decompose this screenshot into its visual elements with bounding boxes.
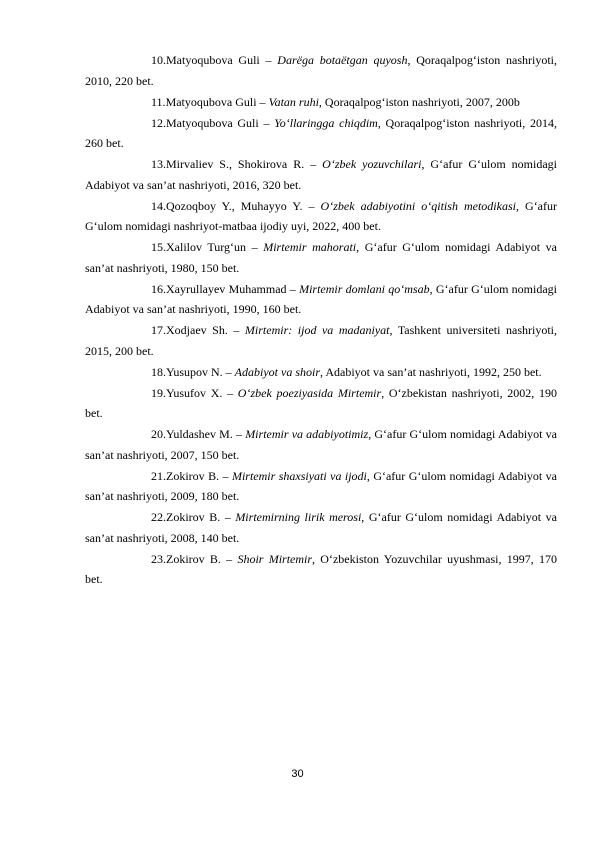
- reference-author: Mirvaliev S., Shokirova R. –: [166, 157, 323, 171]
- reference-publication: , G‘afur G‘ulom nomidagi nashriyot-matbaa ijodiy uyi, 2022, 400 bet.: [85, 198, 558, 233]
- reference-number: 16.: [151, 281, 166, 296]
- reference-author: Matyoqubova Guli –: [166, 53, 278, 67]
- reference-number: 23.: [151, 551, 166, 566]
- reference-author: Yusupov N. –: [166, 364, 235, 379]
- reference-author: Matyoqubova Guli –: [166, 115, 275, 130]
- reference-number: 12.: [151, 115, 166, 130]
- reference-publication: , G‘afur G‘ulom nomidagi Adabiyot va san’at nashriyoti, 2009, 180 bet.: [85, 468, 557, 503]
- reference-item: [85, 237, 557, 278]
- reference-title: O‘zbek adabiyotini o‘qitish metodikasi: [320, 198, 516, 213]
- reference-number: 21.: [151, 468, 166, 483]
- reference-title: Adabiyot va shoir: [234, 364, 320, 379]
- reference-publication: , G‘afur G‘ulom nomidagi Adabiyot va san’at nashriyoti, 1980, 150 bet.: [85, 240, 557, 275]
- reference-number: 10.: [151, 53, 166, 67]
- reference-list: [85, 50, 557, 590]
- reference-publication: , Adabiyot va san’at nashriyoti, 1992, 250 bet.: [320, 364, 542, 379]
- reference-publication: , G‘afur G‘ulom nomidagi Adabiyot va san’at nashriyoti, 2016, 320 bet.: [85, 157, 557, 192]
- reference-author: Zokirov B. –: [166, 551, 238, 566]
- reference-publication: , Qoraqalpog‘iston nashriyoti, 2007, 200b: [318, 94, 520, 109]
- reference-item: [85, 466, 557, 507]
- reference-title: Vatan ruhi: [268, 94, 319, 109]
- reference-publication: , O‘zbekiston Yozuvchilar uyushmasi, 1997, 170 bet.: [85, 551, 557, 586]
- reference-publication: , G‘afur G‘ulom nomidagi Adabiyot va san’at nashriyoti, 2007, 150 bet.: [85, 427, 558, 462]
- reference-title: Mirtemir va adabiyotimiz: [245, 427, 369, 441]
- reference-title: Mirtemir: ijod va madaniyat: [244, 323, 390, 337]
- reference-title: O‘zbek poeziyasida Mirtemir: [237, 385, 382, 400]
- reference-number: 15.: [151, 240, 166, 254]
- reference-publication: , G‘afur G‘ulom nomidagi Adabiyot va san’at nashriyoti, 1990, 160 bet.: [85, 281, 557, 316]
- reference-author: Xayrullayev Muhammad –: [166, 281, 300, 296]
- page-number: 30: [291, 768, 304, 780]
- reference-title: Mirtemir mahorati: [263, 240, 357, 254]
- reference-title: Mirtemir domlani qo‘msab: [299, 281, 430, 296]
- reference-publication: , Tashkent universiteti nashriyoti, 2015, 200 bet.: [85, 323, 558, 358]
- reference-author: Matyoqubova Guli –: [165, 94, 269, 109]
- reference-item: [85, 154, 557, 195]
- reference-title: Yo‘llaringga chiqdim: [274, 115, 378, 130]
- reference-item: [85, 424, 557, 465]
- reference-number: 13.: [151, 157, 166, 171]
- reference-title: Shoir Mirtemir: [237, 551, 313, 566]
- reference-item: [85, 113, 557, 154]
- reference-item: [85, 92, 557, 113]
- reference-title: Mirtemir shaxsiyati va ijodi: [231, 468, 367, 483]
- reference-number: 20.: [151, 427, 166, 441]
- reference-publication: , O‘zbekistan nashriyoti, 2002, 190 bet.: [85, 385, 557, 420]
- reference-item: [85, 383, 557, 424]
- reference-item: [85, 196, 557, 237]
- reference-number: 18.: [151, 364, 166, 379]
- reference-publication: , Qoraqalpog‘iston nashriyoti, 2014, 260 bet.: [85, 115, 557, 150]
- reference-number: 17.: [151, 323, 166, 337]
- reference-author: Yuldashev M. –: [166, 427, 246, 441]
- reference-title: Mirtemirning lirik merosi: [235, 510, 362, 524]
- reference-author: Zokirov B. –: [166, 510, 236, 524]
- reference-publication: , Qoraqalpog‘iston nashriyoti, 2010, 220 bet.: [85, 53, 557, 88]
- reference-item: [85, 549, 557, 590]
- reference-number: 22.: [151, 510, 166, 524]
- reference-author: Zokirov B. –: [166, 468, 232, 483]
- reference-number: 14.: [151, 198, 166, 213]
- reference-item: [85, 50, 557, 91]
- reference-item: [85, 507, 557, 548]
- reference-author: Xalilov Turg‘un –: [166, 240, 264, 254]
- reference-author: Yusufov X. –: [166, 385, 238, 400]
- reference-title: Darëga botaëtgan quyosh: [277, 53, 408, 67]
- reference-number: 19.: [151, 385, 166, 400]
- reference-item: [85, 320, 557, 361]
- reference-author: Xodjaev Sh. –: [166, 323, 245, 337]
- reference-item: [85, 279, 557, 320]
- reference-author: Qozoqboy Y., Muhayyo Y. –: [166, 198, 321, 213]
- reference-publication: , G‘afur G‘ulom nomidagi Adabiyot va san’at nashriyoti, 2008, 140 bet.: [85, 510, 557, 545]
- reference-title: O‘zbek yozuvchilari: [322, 157, 422, 171]
- reference-number: 11.: [151, 94, 166, 109]
- reference-item: [85, 362, 557, 383]
